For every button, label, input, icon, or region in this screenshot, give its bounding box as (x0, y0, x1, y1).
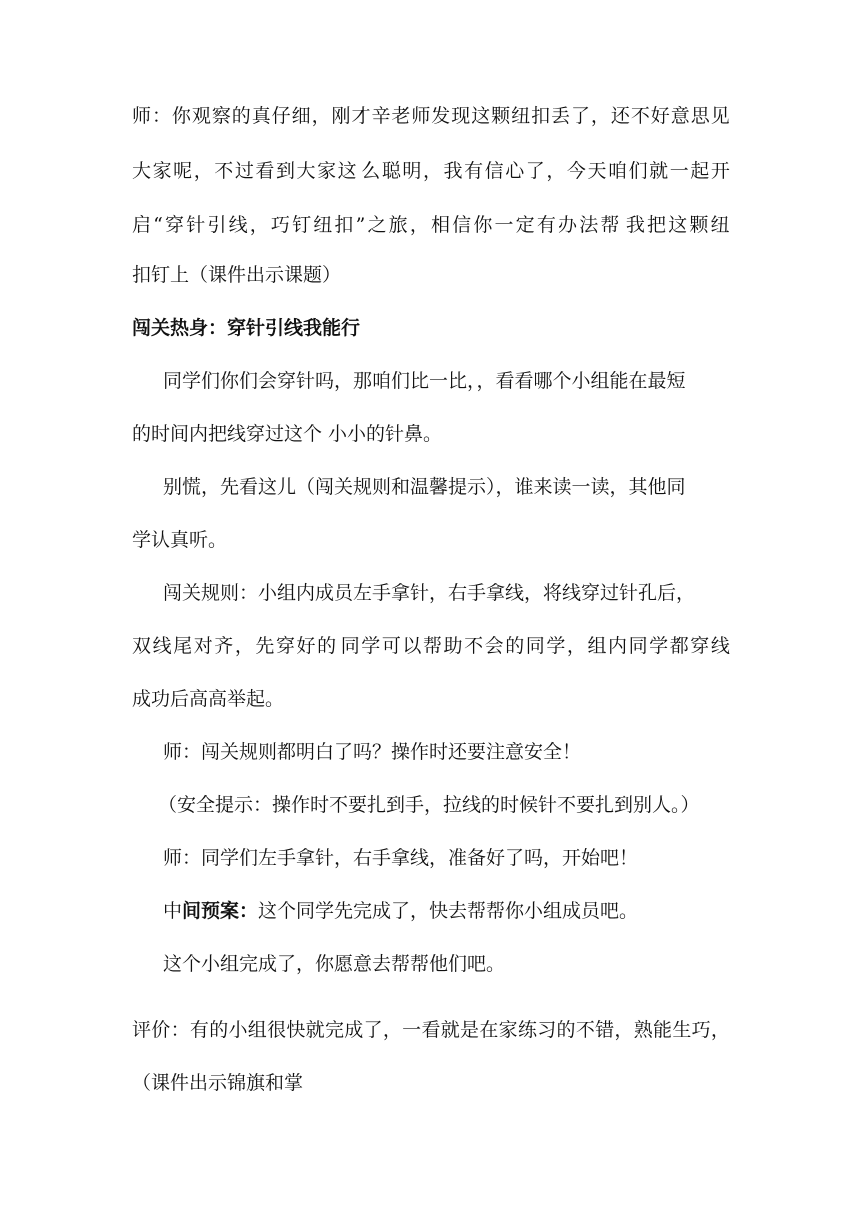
paragraph-line: 师：闯关规则都明白了吗？操作时还要注意安全！ (163, 741, 582, 763)
middle-plan-label: 间预案： (182, 900, 259, 922)
paragraph-line: 扣钉上（课件出示课题） (132, 264, 342, 286)
paragraph-line: 大 家 呢 ， 不 过 看 到 大 家 这 么 聪 明 ， 我 有 信 心 了 ， 今 天 咱 们 就 一 起 开 (132, 160, 730, 182)
middle-plan-text: 这个同学先完成了，快去帮帮你小组成员吧。 (258, 900, 639, 922)
paragraph-line: 的时间内把线穿过这个 小小的针鼻。 (132, 423, 443, 445)
paragraph-line: 学认真听。 (132, 529, 228, 551)
middle-plan-prefix: 中 (163, 900, 183, 922)
paragraph-line: 同学们你们会穿针吗，那咱们比一比，，看看哪个小组能在最短 (163, 370, 686, 392)
paragraph-line: 师：同学们左手拿针，右手拿线，准备好了吗，开始吧！ (163, 847, 639, 869)
paragraph-line: 这个小组完成了，你愿意去帮帮他们吧。 (163, 953, 506, 975)
safety-tip-line: （安全提示：操作时不要扎到手，拉线的时候针不要扎到别人。） (158, 794, 700, 816)
paragraph-line: 成功后高高举起。 (132, 688, 285, 710)
paragraph-line: 别慌，先看这儿（闯关规则和温馨提示），谁来读一读，其他同 (163, 476, 686, 498)
paragraph-line: 闯关规则：小组内成员左手拿针，右手拿线，将线穿过针孔后， (163, 582, 696, 604)
paragraph-line: 启 “ 穿 针 引 线 ， 巧 钉 纽 扣 ” 之 旅 ， 相 信 你 一 定 有 办 法 帮 我 把 这 颗 纽 (132, 214, 730, 236)
paragraph-line: 师 ： 你 观 察 的 真 仔 细 ， 刚 才 辛 老 师 发 现 这 颗 纽 扣 丢 了 ， 还 不 好 意 思 见 (132, 105, 730, 127)
section-heading: 闯关热身：穿针引线我能行 (132, 317, 361, 339)
paragraph-line: 双 线 尾 对 齐 ， 先 穿 好 的 同 学 可 以 帮 助 不 会 的 同 学 ， 组 内 同 学 都 穿 线 (132, 635, 730, 657)
paragraph-line: （课件出示锦旗和掌 (132, 1072, 304, 1094)
middle-plan-line (163, 899, 638, 923)
evaluation-line: 评 价 ： 有 的 小 组 很 快 就 完 成 了 ， 一 看 就 是 在 家 练 习 的 不 错 ， 熟 能 生 巧 ， (132, 1019, 730, 1041)
